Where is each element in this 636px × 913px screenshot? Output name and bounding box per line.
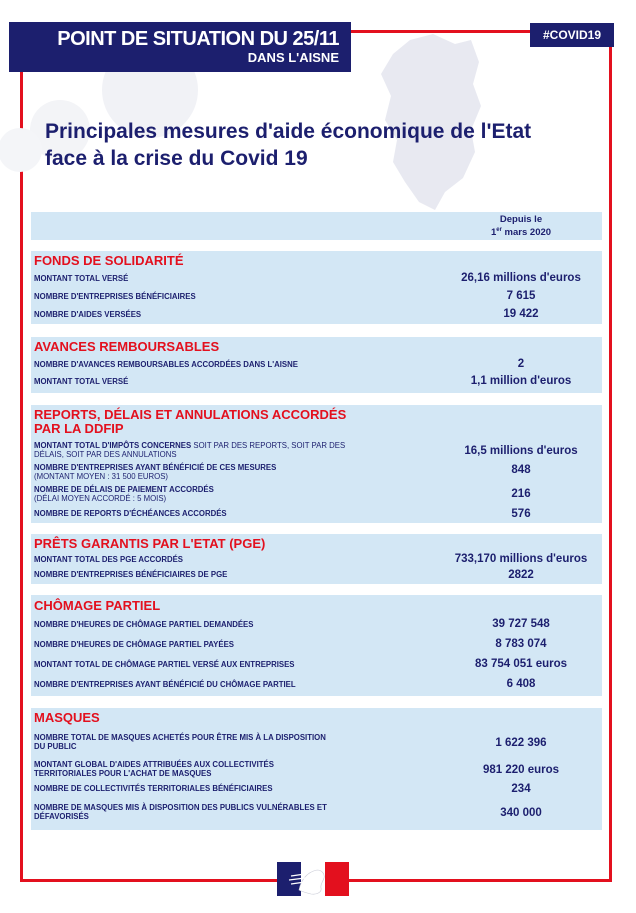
row-value: 1 622 396 — [495, 737, 547, 749]
row-label: NOMBRE D'AIDES VERSÉES — [34, 310, 142, 319]
row-value: 848 — [511, 464, 531, 476]
row-label: NOMBRE DE MASQUES MIS À DISPOSITION DES PUBLICS VULNÉRABLES ET DÉFAVORISÉS — [34, 803, 327, 821]
since-date — [411, 214, 631, 238]
banner-title: POINT DE SITUATION DU 25/11 — [57, 28, 339, 50]
row-value: 1,1 million d'euros — [470, 375, 572, 387]
row-label: MONTANT TOTAL DE CHÔMAGE PARTIEL VERSÉ AUX ENTREPRISES — [34, 660, 295, 669]
section-avances-remboursables — [31, 337, 602, 393]
section-reports-ddfip — [31, 405, 602, 523]
banner-subtitle: DANS L'AISNE — [247, 50, 339, 65]
section-pge — [31, 534, 602, 584]
since-label: Depuis le — [499, 214, 543, 225]
row-label: NOMBRE DE REPORTS D'ÉCHÉANCES ACCORDÉS — [34, 509, 227, 518]
section-title: PRÊTS GARANTIS PAR L'ETAT (PGE) — [34, 536, 266, 551]
section-title: AVANCES REMBOURSABLES — [34, 339, 220, 354]
row-value: 981 220 euros — [482, 764, 560, 776]
row-label: MONTANT TOTAL VERSÉ — [34, 377, 129, 386]
row-value: 39 727 548 — [492, 618, 550, 630]
row-label: NOMBRE DE DÉLAIS DE PAIEMENT ACCORDÉS (DÉLAI MOYEN ACCORDÉ : 5 MOIS) — [34, 485, 214, 503]
section-title-line1: REPORTS, DÉLAIS ET ANNULATIONS ACCORDÉS — [34, 407, 347, 422]
section-title — [34, 408, 346, 436]
section-title: FONDS DE SOLIDARITÉ — [34, 253, 184, 268]
section-chomage-partiel — [31, 595, 602, 696]
page-title — [45, 118, 605, 172]
section-title-line2: PAR LA DDFIP — [34, 421, 124, 436]
section-title: CHÔMAGE PARTIEL — [34, 598, 161, 613]
row-value: 2822 — [508, 569, 534, 581]
row-value: 26,16 millions d'euros — [461, 272, 581, 284]
section-title: MASQUES — [34, 710, 100, 725]
row-label: NOMBRE D'HEURES DE CHÔMAGE PARTIEL PAYÉES — [34, 640, 234, 649]
row-label: MONTANT TOTAL D'IMPÔTS CONCERNES SOIT PAR DES REPORTS, SOIT PAR DES DÉLAIS, SOIT PAR DES ANNULATIONS — [34, 441, 346, 459]
section-masques — [31, 708, 602, 830]
row-label: NOMBRE D'ENTREPRISES BÉNÉFICIAIRES — [34, 292, 196, 301]
row-label: MONTANT TOTAL DES PGE ACCORDÉS — [34, 555, 184, 564]
title-banner — [9, 22, 351, 72]
row-label: NOMBRE DE COLLECTIVITÉS TERRITORIALES BÉNÉFICIAIRES — [34, 784, 273, 793]
row-value: 2 — [517, 358, 525, 370]
row-label: NOMBRE TOTAL DE MASQUES ACHETÉS POUR ÊTRE MIS À LA DISPOSITION DU PUBLIC — [34, 733, 326, 751]
row-label: NOMBRE D'ENTREPRISES AYANT BÉNÉFICIÉ DE CES MESURES (MONTANT MOYEN : 31 500 EUROS) — [34, 463, 277, 481]
row-value: 19 422 — [503, 308, 539, 320]
row-value: 6 408 — [506, 678, 536, 690]
row-value: 576 — [511, 508, 531, 520]
row-value: 340 000 — [500, 807, 542, 819]
page-title-line1: Principales mesures d'aide économique de l'Etat — [45, 120, 532, 143]
row-label: NOMBRE D'ENTREPRISES BÉNÉFICIAIRES DE PGE — [34, 570, 228, 579]
row-label: MONTANT GLOBAL D'AIDES ATTRIBUÉES AUX COLLECTIVITÉS TERRITORIALES POUR L'ACHAT DE MASQUES — [34, 760, 274, 778]
row-label: MONTANT TOTAL VERSÉ — [34, 274, 129, 283]
page-title-line2: face à la crise du Covid 19 — [45, 147, 308, 170]
republique-francaise-logo — [277, 862, 349, 896]
column-header — [31, 212, 602, 240]
row-label: NOMBRE D'AVANCES REMBOURSABLES ACCORDÉES DANS L'AISNE — [34, 360, 298, 369]
covid-hashtag-badge: #COVID19 — [530, 23, 614, 47]
row-value: 16,5 millions d'euros — [464, 445, 578, 457]
row-value: 7 615 — [506, 290, 536, 302]
section-fonds-solidarite — [31, 251, 602, 324]
row-value: 733,170 millions d'euros — [454, 553, 588, 565]
row-value: 8 783 074 — [495, 638, 547, 650]
since-date-value: 1er mars 2020 — [490, 227, 552, 239]
row-value: 216 — [511, 488, 531, 500]
row-value: 234 — [511, 783, 531, 795]
row-label: NOMBRE D'ENTREPRISES AYANT BÉNÉFICIÉ DU CHÔMAGE PARTIEL — [34, 680, 296, 689]
row-label: NOMBRE D'HEURES DE CHÔMAGE PARTIEL DEMANDÉES — [34, 620, 254, 629]
row-value: 83 754 051 euros — [474, 658, 568, 670]
